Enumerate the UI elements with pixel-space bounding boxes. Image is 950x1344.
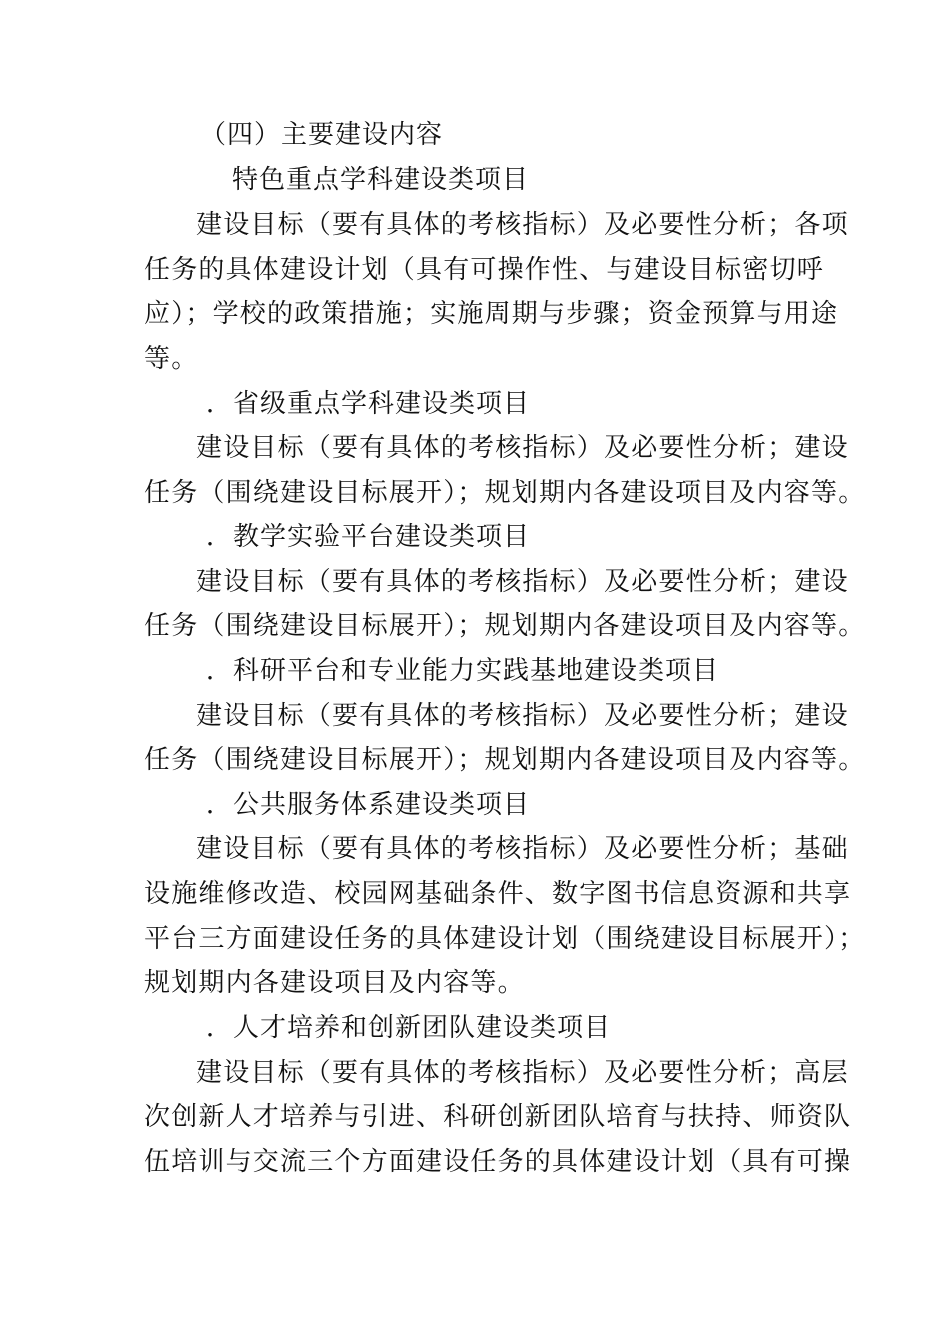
item-6-line-3: 伍培训与交流三个方面建设任务的具体建设计划（具有可操 (144, 1147, 852, 1177)
item-6-line-2: 次创新人才培养与引进、科研创新团队培育与扶持、师资队 (144, 1102, 852, 1132)
item-2-line-1: 建设目标（要有具体的考核指标）及必要性分析；建设 (196, 433, 849, 463)
item-5-line-3: 平台三方面建设任务的具体建设计划（围绕建设目标展开）； (144, 924, 866, 954)
item-4-line-2: 任务（围绕建设目标展开）；规划期内各建设项目及内容等。 (144, 745, 866, 775)
item-1-line-2: 任务的具体建设计划（具有可操作性、与建设目标密切呼 (144, 255, 825, 285)
item-5-line-2: 设施维修改造、校园网基础条件、数字图书信息资源和共享 (144, 879, 852, 909)
item-5-line-4: 规划期内各建设项目及内容等。 (144, 968, 525, 998)
item-heading-4: ．科研平台和专业能力实践基地建设类项目 (206, 656, 720, 686)
item-heading-3: ．教学实验平台建设类项目 (206, 522, 531, 552)
item-heading-1: 特色重点学科建设类项目 (232, 165, 530, 195)
item-3-line-1: 建设目标（要有具体的考核指标）及必要性分析；建设 (196, 567, 849, 597)
item-4-line-1: 建设目标（要有具体的考核指标）及必要性分析；建设 (196, 701, 849, 731)
item-2-line-2: 任务（围绕建设目标展开）；规划期内各建设项目及内容等。 (144, 478, 866, 508)
item-5-line-1: 建设目标（要有具体的考核指标）及必要性分析；基础 (196, 834, 849, 864)
item-heading-2: ．省级重点学科建设类项目 (206, 389, 531, 419)
item-1-line-4: 等。 (144, 344, 199, 374)
item-3-line-2: 任务（围绕建设目标展开）；规划期内各建设项目及内容等。 (144, 611, 866, 641)
item-1-line-1: 建设目标（要有具体的考核指标）及必要性分析；各项 (196, 210, 849, 240)
item-heading-5: ．公共服务体系建设类项目 (206, 790, 531, 820)
item-6-line-1: 建设目标（要有具体的考核指标）及必要性分析；高层 (196, 1058, 849, 1088)
section-title: （四）主要建设内容 (200, 120, 444, 150)
item-1-line-3: 应）；学校的政策措施；实施周期与步骤；资金预算与用途 (144, 299, 839, 329)
item-heading-6: ．人才培养和创新团队建设类项目 (206, 1013, 612, 1043)
